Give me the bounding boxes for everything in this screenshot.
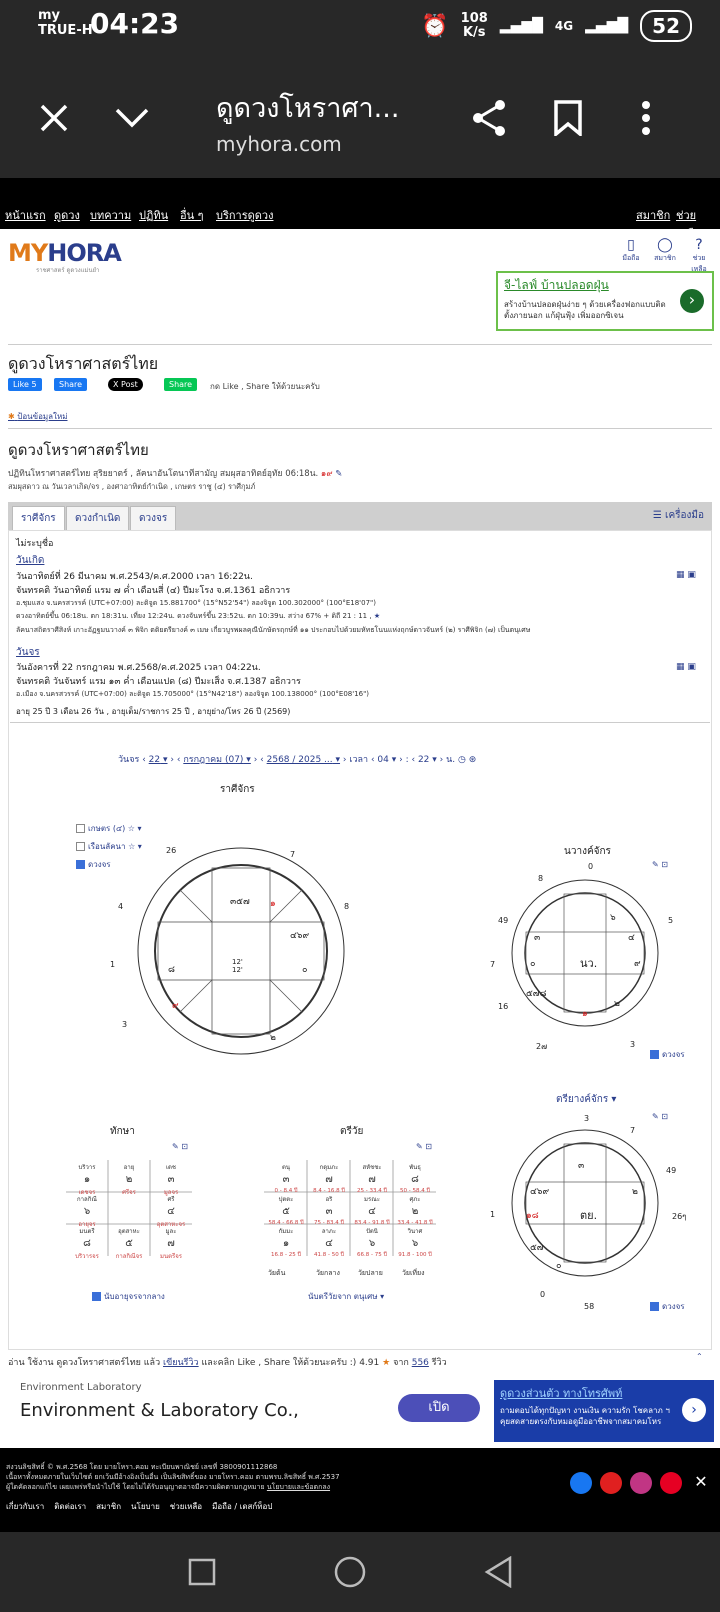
- calendar-icon-2[interactable]: ▦ ▣: [676, 662, 696, 672]
- rasi-house: ๓๕๗: [230, 897, 250, 907]
- trai-cell: ศุภะ ๒ 33.4 - 41.8 ปี: [397, 1196, 433, 1226]
- page-title: ดูดวงโหราศา...: [216, 93, 400, 124]
- rasi-house: ๐: [302, 965, 308, 975]
- navamsa-tools[interactable]: ✎ ⊡: [652, 860, 668, 869]
- trai-tools[interactable]: ✎ ⊡: [416, 1142, 432, 1151]
- home-icon[interactable]: [334, 1556, 366, 1588]
- navamsa-outer: 5: [668, 916, 674, 925]
- nav-calendar[interactable]: ปฏิทิน: [139, 209, 169, 222]
- trai-cell: ปุตตะ ๕ 58.4 - 66.8 ปี: [268, 1196, 304, 1226]
- navamsa-outer: 7: [490, 960, 496, 969]
- trai-cell: ลาภะ ๔ 41.8 - 50 ปี: [314, 1228, 344, 1258]
- navamsa-house: ๐: [530, 959, 536, 969]
- instagram-icon[interactable]: [630, 1472, 652, 1494]
- year-select[interactable]: 2568 / 2025 ... ▾: [266, 755, 341, 765]
- nav-horoscope[interactable]: ดูดวง: [54, 209, 80, 222]
- footer-links: เกี่ยวกับเรา ติดต่อเรา สมาชิก นโยบาย ช่วยเหลือ มือถือ / เดสก์ท็อป: [6, 1502, 273, 1511]
- trai-select[interactable]: นับตรีวัยจาก ตนุเศษ ▾: [308, 1292, 385, 1301]
- age-line: อายุ 25 ปี 3 เดือน 26 วัน , อายุเต็ม/ราชการ 25 ปี , อายุย่าง/โหร 26 ปี (2569): [16, 707, 291, 716]
- minute-select[interactable]: 22 ▾ ›: [417, 755, 447, 765]
- review-link[interactable]: เขียนรีวิว: [163, 1358, 199, 1368]
- ad-open-button[interactable]: เปิด: [398, 1394, 480, 1422]
- taksa-check[interactable]: นับอายุจรจากลาง: [92, 1290, 165, 1303]
- hour-select[interactable]: ‹ 04 ▾ › : ‹: [370, 755, 418, 765]
- navamsa-outer: 2๗: [536, 1042, 548, 1051]
- calendar-icon[interactable]: ▦ ▣: [676, 570, 696, 580]
- date-controls: วันจร ‹ 22 ▾ › ‹ กรกฎาคม (07) ▾ › ‹ 2568 / 2025 ... ▾ › เวลา ‹ 04 ▾ › : ‹ 22 ▾ › น. ◷ ⊛: [118, 755, 477, 765]
- line-share-button[interactable]: Share: [164, 378, 197, 391]
- taksa-cell: มนตรี ๘ บริวารจร: [75, 1228, 99, 1260]
- next-day[interactable]: › ‹: [170, 755, 184, 765]
- birth-line-2: จันทรคติ วันอาทิตย์ แรม ๗ ค่ำ เดือนสี่ (๔) ปีมะโรง จ.ศ.1361 อธิกวาร: [16, 586, 291, 596]
- alarm-icon: ⏰: [421, 13, 449, 39]
- chevron-right-icon[interactable]: ›: [680, 289, 704, 313]
- facebook-icon[interactable]: [570, 1472, 592, 1494]
- heading-sub: ดูดวงโหราศาสตร์ไทย: [8, 441, 149, 459]
- birth-line-5: ลัคนาสถิตราศีสิงห์ เกาะอัฏฐมนวางค์ ๓ พิจิก ตติยตรียางค์ ๓ เมษ เกี่ยวบูรพผลคุณีนักษัตรฤกษ์ที่ ๑๑ ประกอบไปด้วยมหัทธโนนแห่งฤกษ์ดาวจันทร์ (๒) ราศีพิจิก (๗) เป็นตนุเศษ: [16, 626, 531, 634]
- divider-3: [10, 722, 710, 723]
- navamsa-house: ๕๗๘: [526, 989, 547, 999]
- tab-transit[interactable]: ดวงจร: [130, 506, 176, 530]
- trai-title: ตรีวัย: [340, 1126, 364, 1137]
- footer: สงวนลิขสิทธิ์ © พ.ศ.2568 โดย มายโหรา.คอม ทะเบียนพาณิชย์ เลขที่ 3800901112868 เนื้อหาทั้งหมดภายในเว็บไซต์ ยกเว้นมีอ้างอิงเป็นอื่น เป็นลิขสิทธิ์ของ มายโหรา.คอม ตามพรบ.ลิขสิทธิ์ พ.ศ.2537 ผู้ใดคัดลอกแก้ไข เผยแพร่หรือนำไปใช้ โดยไม่ได้รับอนุญาตอาจมีความผิดตามกฎหมาย นโยบายและข้อตกลง เกี่ยวกับเรา ติดต่อเรา สมาชิก นโยบาย ช่วยเหลือ มือถือ / เดสก์ท็อป ✕: [0, 1448, 720, 1532]
- rating-row: อ่าน ใช้งาน ดูดวงโหราศาสตร์ไทย แล้ว เขียนรีวิว และคลิก Like , Share ให้ด้วยนะครับ :) 4.91 ★ จาก 556 รีวิว: [8, 1358, 447, 1368]
- trayang-check[interactable]: ดวงจร: [650, 1300, 685, 1313]
- navamsa-house: ๔: [628, 933, 635, 943]
- navamsa-house: ๓: [534, 933, 541, 943]
- tab-birth[interactable]: ดวงกำเนิด: [66, 506, 129, 530]
- mobile-icon[interactable]: ▯ มือถือ: [622, 237, 640, 262]
- birth-line-3: อ.ชุมแสง จ.นครสวรรค์ (UTC+07:00) ละติจูด 15.881700° (15°N52'54") ลองจิจูด 100.302000° (100°E18'07"): [16, 599, 376, 607]
- social-icons: [570, 1472, 712, 1494]
- trayang-outer: 58: [584, 1302, 595, 1311]
- ad-banner-bottom[interactable]: Environment Laboratory Environment & Laboratory Co., เปิด ดูดวงส่วนตัว ทางโทรศัพท์ ถามตอบได้ทุกปัญหา งานเงิน ความรัก โชคลาภ ฯ คุยสดสายตรงกับหมอดูมืออาชีพจากสมาคมโหร ›: [0, 1374, 720, 1446]
- like-hint: กด Like , Share ให้ด้วยนะครับ: [210, 382, 320, 391]
- page-desc: ปฏิทินโหราศาสตร์ไทย สุริยยาตร์ , ลัคนาอันโตนาทีสามัญ สมผุสอาทิตย์อุทัย 06:18น. ๑๙ ✎: [8, 469, 343, 479]
- rasi-house: ๑: [270, 899, 276, 909]
- trai-cell: กดุมภะ ๗ 8.4 - 16.8 ปี: [313, 1164, 345, 1194]
- new-input-link[interactable]: ✱ ป้อนข้อมูลใหม่: [8, 412, 68, 421]
- trai-cell: วินาศ ๖ 91.8 - 100 ปี: [398, 1228, 432, 1258]
- navamsa-check[interactable]: ดวงจร: [650, 1048, 685, 1061]
- transit-line-2: จันทรคติ วันจันทร์ แรม ๑๓ ค่ำ เดือนแปด (๘) ปีมะเส็ง จ.ศ.1387 อธิกวาร: [16, 677, 301, 687]
- taksa-cell: เดช ๓ มูลจร: [163, 1164, 179, 1196]
- navamsa-center: นว.: [580, 957, 598, 970]
- navamsa-house: ๒: [614, 999, 620, 1009]
- nav-others[interactable]: อื่น ๆ: [180, 209, 204, 222]
- navamsa-outer: 3: [630, 1040, 636, 1049]
- trayang-outer: 1: [490, 1210, 496, 1219]
- rasi-outer: 7: [290, 850, 296, 859]
- url[interactable]: myhora.com: [216, 132, 342, 156]
- no-name: ไม่ระบุชื่อ: [16, 539, 54, 549]
- tools-menu[interactable]: ☰ เครื่องมือ: [652, 510, 704, 521]
- taksa-cell: บริวาร ๑ เดชจร: [78, 1164, 96, 1196]
- signal-icon: ▂▄▆█: [499, 18, 543, 34]
- heading-main: ดูดวงโหราศาสตร์ไทย: [8, 354, 159, 373]
- nav-articles[interactable]: บทความ: [90, 209, 132, 222]
- transit-line-1: วันอังคารที่ 22 กรกฎาคม พ.ศ.2568/ค.ศ.2025 เวลา 04:22น.: [16, 663, 261, 673]
- trayang-center: ตย.: [580, 1209, 598, 1222]
- system-nav: [0, 1532, 720, 1612]
- trai-col: วัยเที่ยง: [402, 1269, 425, 1277]
- fb-share-button[interactable]: Share: [54, 378, 87, 391]
- rasi-outer: 3: [122, 1020, 128, 1029]
- trayang-outer: 3: [584, 1114, 590, 1123]
- tab-rasi[interactable]: ราศีจักร: [12, 506, 65, 530]
- taksa-tools[interactable]: ✎ ⊡: [172, 1142, 188, 1151]
- chevron-down-icon[interactable]: [110, 96, 154, 140]
- rasi-outer: 26: [166, 846, 177, 855]
- rasi-outer: 1: [110, 960, 116, 969]
- share-icon[interactable]: [468, 96, 512, 140]
- trai-cell: พันธุ ๘ 50 - 58.4 ปี: [400, 1164, 430, 1194]
- rasi-house: ๙: [172, 1001, 179, 1011]
- trayang-title[interactable]: ตรียางค์จักร ▾: [556, 1094, 617, 1105]
- taksa-cell: ศรี ๔ อุตสาหะจร: [156, 1196, 186, 1228]
- trai-col: วัยต้น: [268, 1269, 286, 1277]
- page-desc-2: สมผุสดาว ณ วันเวลาเกิด/จร , องศาอาทิตย์กำเนิด , เกษตร ราชู (๔) ราศีกุมภ์: [8, 482, 256, 491]
- youtube-icon[interactable]: [600, 1472, 622, 1494]
- birth-heading: วันเกิด: [16, 555, 45, 566]
- check-kaset[interactable]: เกษตร (๔) ☆ ▾: [76, 822, 141, 835]
- trayang-house: ๓: [578, 1161, 585, 1171]
- trayang-tools[interactable]: ✎ ⊡: [652, 1112, 668, 1121]
- navamsa-outer: 16: [498, 1002, 509, 1011]
- trayang-house: ๕๗: [530, 1243, 544, 1253]
- x-icon[interactable]: ✕: [694, 1472, 708, 1491]
- navamsa-outer: 8: [538, 874, 544, 883]
- taksa-cell: อุตสาหะ ๕ กาลกิณีจร: [115, 1228, 143, 1260]
- ad-banner-top[interactable]: จี-ไลฟ์ บ้านปลอดฝุ่น สร้างบ้านปลอดฝุ่นง่าย ๆ ด้วยเครื่องฟอกแบบติดตั้งภายนอก แก้ฝุ่นฟุ้ง เพิ่มออกซิเจน ›: [496, 271, 714, 331]
- trayang-outer: 49: [666, 1166, 677, 1175]
- navamsa-house: ๖: [610, 913, 616, 923]
- signal-icon-2: ▂▄▆█: [585, 18, 629, 34]
- like-button[interactable]: Like 5: [8, 378, 42, 391]
- transit-line-3: อ.เมือง จ.นครสวรรค์ (UTC+07:00) ละติจูด 15.705000° (15°N42'18") ลองจิจูด 100.138000° (100°E08'16"): [16, 690, 370, 698]
- clock: 04:23: [90, 7, 180, 40]
- user-icon[interactable]: ◯ สมาชิก: [654, 237, 676, 262]
- clock-icon[interactable]: ◷ ⊛: [457, 755, 477, 765]
- taksa-cell: อายุ ๒ ศรีจร: [122, 1164, 136, 1196]
- trayang-house: ๐: [556, 1261, 562, 1271]
- next-year[interactable]: ›: [342, 755, 350, 765]
- x-post-button[interactable]: X Post: [108, 378, 143, 391]
- trayang-house: ๒: [632, 1187, 638, 1197]
- navamsa-house: ๙: [634, 959, 641, 969]
- trai-cell: มรณะ ๔ 83.4 - 91.8 ปี: [354, 1196, 390, 1226]
- help-icon[interactable]: ? ช่วยเหลือ: [691, 237, 707, 273]
- recents-icon[interactable]: [188, 1558, 216, 1586]
- trayang-outer: 7: [630, 1126, 636, 1135]
- rasi-center: 12' 12': [232, 958, 243, 974]
- trai-cell: ปัตนิ ๖ 66.8 - 75 ปี: [357, 1228, 387, 1258]
- navamsa-title: นวางค์จักร: [564, 846, 611, 857]
- chevron-right-icon[interactable]: ›: [682, 1398, 706, 1422]
- collapse-icon[interactable]: ⌃: [696, 1352, 703, 1361]
- trayang-house: ๔๖๙: [530, 1187, 550, 1197]
- nav-help[interactable]: ช่วยเหลือ: [676, 209, 701, 240]
- trayang-outer: 0: [540, 1290, 546, 1299]
- trai-col: วัยกลาง: [316, 1269, 340, 1277]
- pinterest-icon[interactable]: [660, 1472, 682, 1494]
- tab-bar: [8, 502, 712, 530]
- nav-home[interactable]: หน้าแรก: [5, 209, 46, 222]
- bookmark-icon[interactable]: [546, 96, 590, 140]
- trayang-outer: 26ๆ: [672, 1212, 687, 1221]
- day-select[interactable]: 22 ▾: [148, 755, 168, 765]
- rasi-wheel[interactable]: [136, 846, 346, 1056]
- transit-heading: วันจร: [16, 647, 40, 658]
- net-speed: 108 K/s: [460, 11, 488, 40]
- next-month[interactable]: › ‹: [253, 755, 267, 765]
- rasi-house: ๔๖๙: [290, 931, 310, 941]
- carrier: my TRUE-H: [38, 8, 93, 38]
- logo-tagline: ราชศาสตร์ ดูดวงแม่นยำ: [36, 267, 100, 274]
- trai-cell: อริ ๓ 75 - 83.4 ปี: [314, 1196, 344, 1226]
- divider: [8, 344, 712, 345]
- taksa-title: ทักษา: [110, 1126, 135, 1137]
- month-select[interactable]: กรกฎาคม (07) ▾: [183, 755, 251, 765]
- rasi-title: ราศีจักร: [220, 784, 255, 795]
- site-nav: [0, 178, 720, 240]
- review-count[interactable]: 556: [411, 1358, 429, 1368]
- status-bar: [0, 0, 720, 56]
- divider-2: [8, 428, 712, 429]
- birth-line-4: ดวงอาทิตย์ขึ้น 06:18น. ตก 18:31น. เที่ยง 12:24น. ดวงจันทร์ขึ้น 23:52น. ตก 10:39น. สว่าง 67% + ดิถี 21 : 11 , ★: [16, 612, 381, 620]
- taksa-cell: กาลกิณี ๖ อายุจร: [77, 1196, 97, 1228]
- rasi-house: ๘: [168, 965, 175, 975]
- trai-cell: สหัชชะ ๗ 25 - 33.4 ปี: [357, 1164, 387, 1194]
- trayang-wheel[interactable]: [510, 1128, 660, 1278]
- rasi-outer: 4: [118, 902, 124, 911]
- back-icon[interactable]: [484, 1556, 512, 1588]
- navamsa-house: ๑: [582, 1009, 588, 1019]
- taksa-cell: มูละ ๗ มนตรีจร: [160, 1228, 182, 1260]
- trayang-house: ๑๘: [526, 1211, 539, 1221]
- trai-col: วัยปลาย: [358, 1269, 383, 1277]
- battery: 52: [640, 10, 692, 42]
- network-type: 4G: [554, 19, 574, 33]
- rasi-outer: 8: [344, 902, 350, 911]
- birth-line-1: วันอาทิตย์ที่ 26 มีนาคม พ.ศ.2543/ค.ศ.2000 เวลา 16:22น.: [16, 572, 253, 582]
- check-transit[interactable]: ดวงจร: [76, 858, 111, 871]
- trai-cell: กัมมะ ๑ 16.8 - 25 ปี: [271, 1228, 301, 1258]
- navamsa-outer: 0: [588, 862, 594, 871]
- site-logo[interactable]: MYHORA: [8, 239, 121, 267]
- check-ruean[interactable]: เรือนลัคนา ☆ ▾: [76, 840, 142, 853]
- browser-toolbar: [0, 56, 720, 178]
- nav-member[interactable]: สมาชิก: [636, 209, 671, 222]
- trai-cell: ตนุ ๓ 0 - 8.4 ปี: [274, 1164, 298, 1194]
- close-icon[interactable]: [32, 96, 76, 140]
- navamsa-outer: 49: [498, 916, 509, 925]
- rasi-house: ๒: [270, 1033, 276, 1043]
- ad-phone-reading[interactable]: ดูดวงส่วนตัว ทางโทรศัพท์ ถามตอบได้ทุกปัญหา งานเงิน ความรัก โชคลาภ ฯ คุยสดสายตรงกับหมอดูมืออาชีพจากสมาคมโหร ›: [494, 1380, 714, 1442]
- more-icon[interactable]: [624, 96, 668, 140]
- prev-day[interactable]: ‹: [142, 755, 149, 765]
- nav-services[interactable]: บริการดูดวง: [216, 209, 274, 222]
